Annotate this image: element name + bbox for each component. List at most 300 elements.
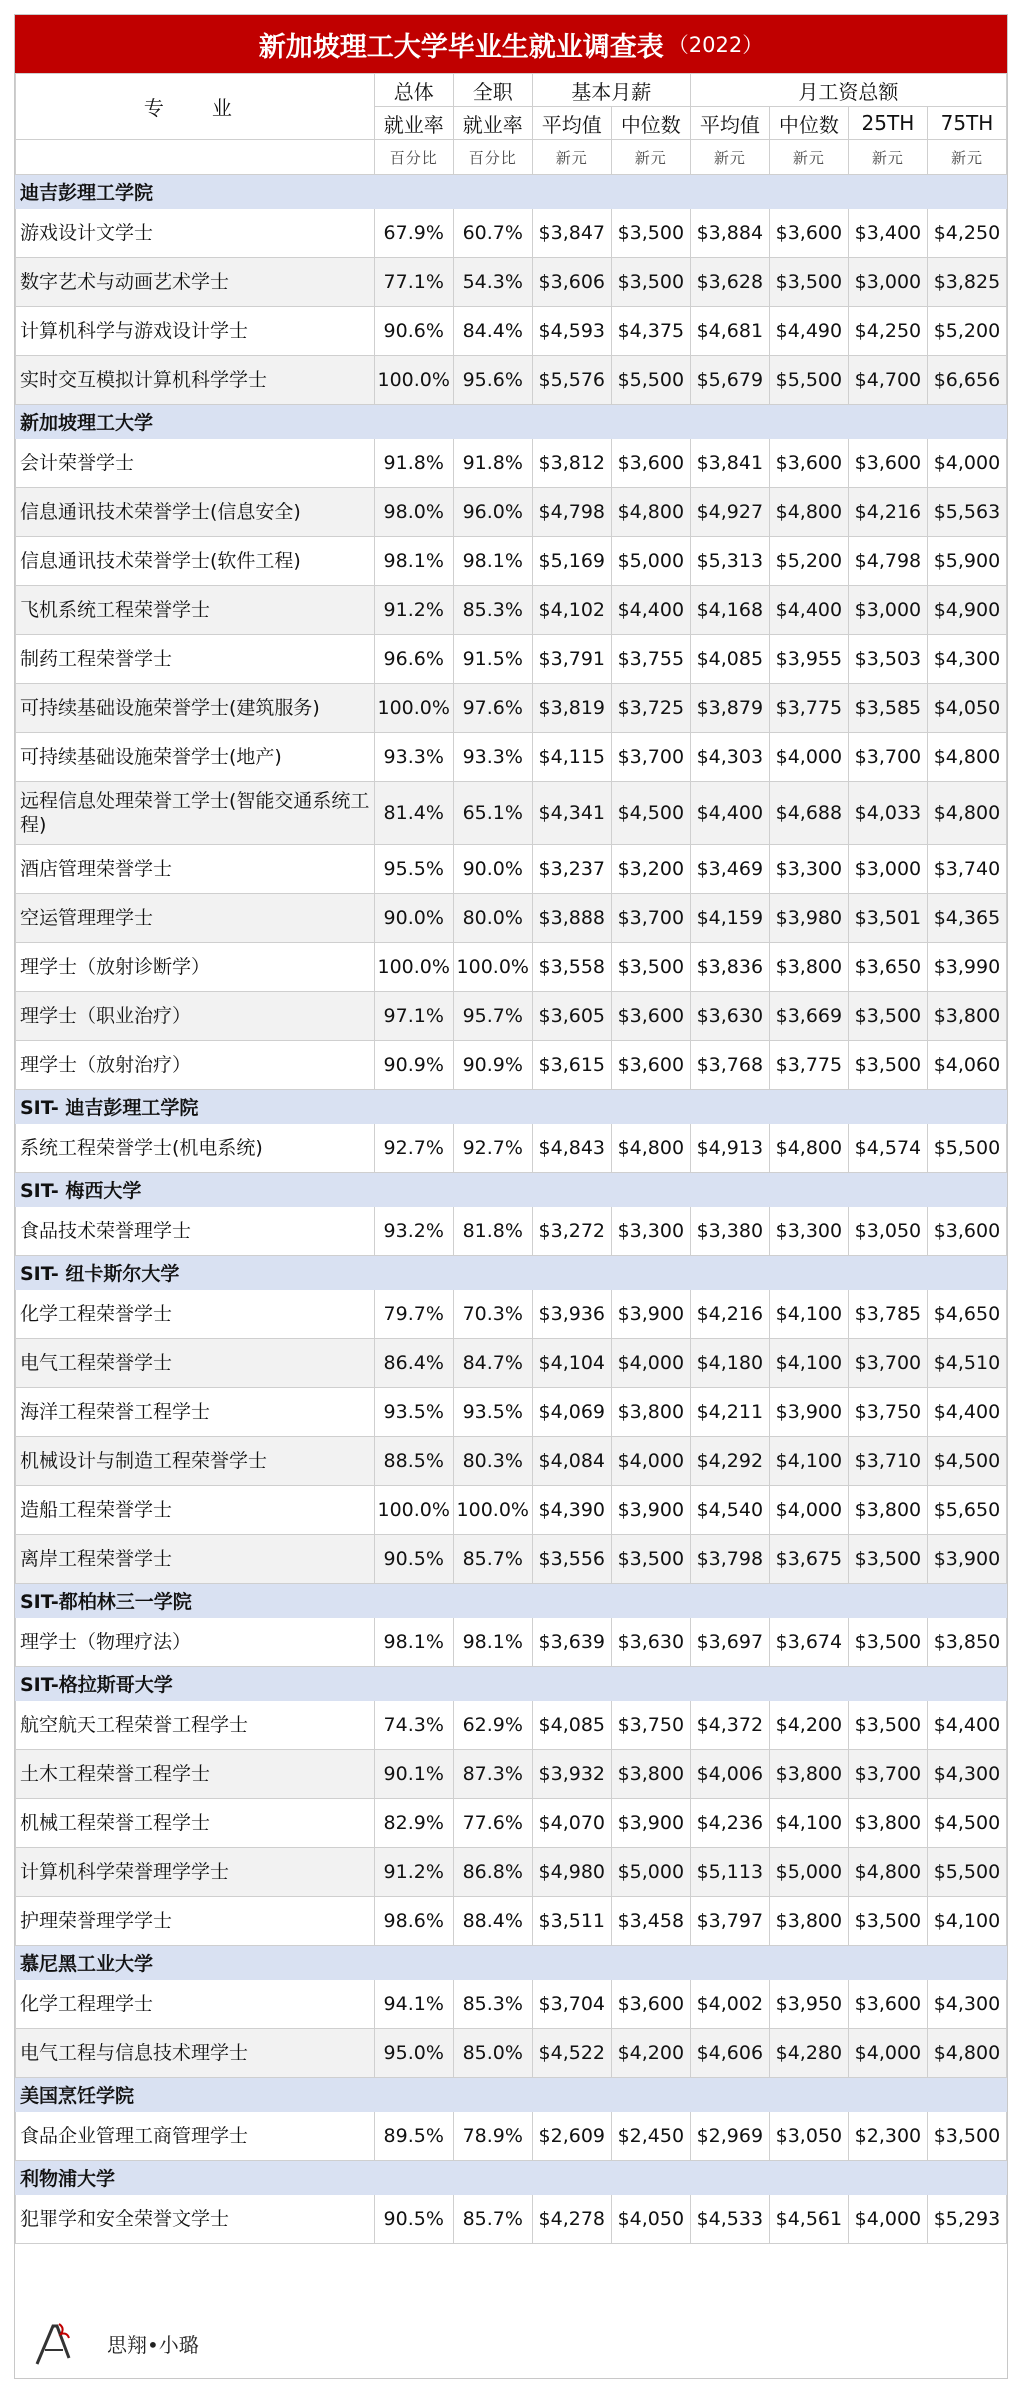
- header-fulltime-rate-2: 就业率: [453, 107, 532, 140]
- table-row: [16, 1041, 1007, 1090]
- gross-mean-cell: $5,113: [690, 1848, 769, 1897]
- gross-median-cell: $4,800: [769, 1124, 848, 1173]
- table-row: [16, 1437, 1007, 1486]
- overall-rate-cell: 82.9%: [374, 1799, 453, 1848]
- fulltime-rate-cell: 85.0%: [453, 2029, 532, 2078]
- section-name: SIT- 纽卡斯尔大学: [16, 1256, 1007, 1290]
- header-unit-sgd-2: 新元: [611, 140, 690, 175]
- gross-median-cell: $3,955: [769, 635, 848, 684]
- gross-mean-cell: $4,168: [690, 586, 769, 635]
- header-unit-blank: [16, 140, 375, 175]
- table-row: [16, 684, 1007, 733]
- fulltime-rate-cell: 87.3%: [453, 1750, 532, 1799]
- gross-p75-cell: $3,600: [927, 1207, 1006, 1256]
- gross-median-cell: $3,900: [769, 1388, 848, 1437]
- gross-p75-cell: $4,900: [927, 586, 1006, 635]
- basic-mean-cell: $4,593: [532, 307, 611, 356]
- basic-median-cell: $3,500: [611, 209, 690, 258]
- gross-p75-cell: $4,500: [927, 1799, 1006, 1848]
- gross-median-cell: $3,800: [769, 1897, 848, 1946]
- basic-mean-cell: $5,169: [532, 537, 611, 586]
- gross-p25-cell: $4,800: [848, 1848, 927, 1897]
- basic-mean-cell: $4,390: [532, 1486, 611, 1535]
- gross-p75-cell: $3,990: [927, 943, 1006, 992]
- basic-median-cell: $3,800: [611, 1750, 690, 1799]
- fulltime-rate-cell: 92.7%: [453, 1124, 532, 1173]
- gross-p25-cell: $3,800: [848, 1799, 927, 1848]
- gross-p25-cell: $3,500: [848, 1041, 927, 1090]
- overall-rate-cell: 93.3%: [374, 733, 453, 782]
- gross-mean-cell: $4,292: [690, 1437, 769, 1486]
- basic-mean-cell: $4,104: [532, 1339, 611, 1388]
- basic-mean-cell: $4,341: [532, 782, 611, 845]
- header-gross-mean: 平均值: [690, 107, 769, 140]
- ascent-logo-icon: [31, 2320, 79, 2368]
- section-name: SIT-格拉斯哥大学: [16, 1667, 1007, 1701]
- major-name-cell: 远程信息处理荣誉工学士(智能交通系统工程): [16, 782, 375, 845]
- gross-median-cell: $3,980: [769, 894, 848, 943]
- major-name-cell: 电气工程与信息技术理学士: [16, 2029, 375, 2078]
- gross-mean-cell: $4,606: [690, 2029, 769, 2078]
- major-name-cell: 制药工程荣誉学士: [16, 635, 375, 684]
- table-row: [16, 635, 1007, 684]
- basic-median-cell: $3,700: [611, 894, 690, 943]
- gross-p75-cell: $5,293: [927, 2195, 1006, 2244]
- gross-median-cell: $4,561: [769, 2195, 848, 2244]
- fulltime-rate-cell: 85.7%: [453, 2195, 532, 2244]
- basic-mean-cell: $3,606: [532, 258, 611, 307]
- section-row: [16, 2161, 1007, 2195]
- gross-mean-cell: $3,884: [690, 209, 769, 258]
- major-name-cell: 护理荣誉理学学士: [16, 1897, 375, 1946]
- header-basic-salary: 基本月薪: [532, 74, 690, 107]
- major-name-cell: 造船工程荣誉学士: [16, 1486, 375, 1535]
- major-name-cell: 可持续基础设施荣誉学士(地产): [16, 733, 375, 782]
- gross-p25-cell: $3,650: [848, 943, 927, 992]
- table-row: [16, 1535, 1007, 1584]
- gross-median-cell: $3,950: [769, 1980, 848, 2029]
- basic-mean-cell: $4,084: [532, 1437, 611, 1486]
- overall-rate-cell: 86.4%: [374, 1339, 453, 1388]
- gross-mean-cell: $4,002: [690, 1980, 769, 2029]
- table-row: [16, 1290, 1007, 1339]
- fulltime-rate-cell: 93.3%: [453, 733, 532, 782]
- major-name-cell: 机械工程荣誉工程学士: [16, 1799, 375, 1848]
- basic-mean-cell: $3,932: [532, 1750, 611, 1799]
- gross-p25-cell: $3,700: [848, 733, 927, 782]
- gross-mean-cell: $4,372: [690, 1701, 769, 1750]
- header-basic-mean: 平均值: [532, 107, 611, 140]
- section-row: [16, 1256, 1007, 1290]
- gross-p25-cell: $4,574: [848, 1124, 927, 1173]
- overall-rate-cell: 81.4%: [374, 782, 453, 845]
- basic-mean-cell: $5,576: [532, 356, 611, 405]
- gross-mean-cell: $3,630: [690, 992, 769, 1041]
- basic-median-cell: $3,600: [611, 1041, 690, 1090]
- major-name-cell: 理学士（职业治疗）: [16, 992, 375, 1041]
- gross-mean-cell: $4,913: [690, 1124, 769, 1173]
- major-name-cell: 信息通讯技术荣誉学士(信息安全): [16, 488, 375, 537]
- gross-p75-cell: $4,365: [927, 894, 1006, 943]
- basic-median-cell: $5,000: [611, 1848, 690, 1897]
- gross-mean-cell: $3,469: [690, 845, 769, 894]
- table-row: [16, 894, 1007, 943]
- gross-p25-cell: $4,000: [848, 2029, 927, 2078]
- table-row: [16, 356, 1007, 405]
- gross-p25-cell: $3,000: [848, 258, 927, 307]
- gross-p25-cell: $3,500: [848, 1618, 927, 1667]
- footer-brand: 思翔•小璐: [107, 2333, 199, 2357]
- gross-p25-cell: $3,400: [848, 209, 927, 258]
- overall-rate-cell: 100.0%: [374, 1486, 453, 1535]
- gross-median-cell: $3,050: [769, 2112, 848, 2161]
- gross-p75-cell: $3,900: [927, 1535, 1006, 1584]
- basic-median-cell: $3,900: [611, 1486, 690, 1535]
- gross-median-cell: $4,280: [769, 2029, 848, 2078]
- gross-mean-cell: $3,380: [690, 1207, 769, 1256]
- basic-mean-cell: $3,791: [532, 635, 611, 684]
- gross-median-cell: $5,000: [769, 1848, 848, 1897]
- gross-p25-cell: $3,800: [848, 1486, 927, 1535]
- fulltime-rate-cell: 81.8%: [453, 1207, 532, 1256]
- major-name-cell: 数字艺术与动画艺术学士: [16, 258, 375, 307]
- gross-p25-cell: $4,798: [848, 537, 927, 586]
- basic-median-cell: $3,750: [611, 1701, 690, 1750]
- basic-median-cell: $3,500: [611, 1535, 690, 1584]
- major-name-cell: 土木工程荣誉工程学士: [16, 1750, 375, 1799]
- basic-median-cell: $4,400: [611, 586, 690, 635]
- header-unit-sgd-1: 新元: [532, 140, 611, 175]
- gross-p75-cell: $4,250: [927, 209, 1006, 258]
- fulltime-rate-cell: 96.0%: [453, 488, 532, 537]
- fulltime-rate-cell: 97.6%: [453, 684, 532, 733]
- gross-mean-cell: $4,006: [690, 1750, 769, 1799]
- gross-p75-cell: $5,500: [927, 1848, 1006, 1897]
- fulltime-rate-cell: 78.9%: [453, 2112, 532, 2161]
- gross-median-cell: $3,675: [769, 1535, 848, 1584]
- header-unit-percent-1: 百分比: [374, 140, 453, 175]
- basic-mean-cell: $4,980: [532, 1848, 611, 1897]
- section-name: 迪吉彭理工学院: [16, 175, 1007, 209]
- gross-median-cell: $4,100: [769, 1799, 848, 1848]
- header-fulltime-rate: 全职: [453, 74, 532, 107]
- major-name-cell: 理学士（放射治疗）: [16, 1041, 375, 1090]
- gross-p25-cell: $3,500: [848, 1701, 927, 1750]
- overall-rate-cell: 90.5%: [374, 1535, 453, 1584]
- gross-p75-cell: $4,800: [927, 2029, 1006, 2078]
- major-name-cell: 化学工程荣誉学士: [16, 1290, 375, 1339]
- basic-mean-cell: $3,556: [532, 1535, 611, 1584]
- gross-p75-cell: $4,650: [927, 1290, 1006, 1339]
- basic-median-cell: $4,050: [611, 2195, 690, 2244]
- gross-p75-cell: $4,400: [927, 1701, 1006, 1750]
- section-name: SIT- 迪吉彭理工学院: [16, 1090, 1007, 1124]
- gross-mean-cell: $4,159: [690, 894, 769, 943]
- gross-median-cell: $3,300: [769, 845, 848, 894]
- table-row: [16, 307, 1007, 356]
- major-name-cell: 实时交互模拟计算机科学学士: [16, 356, 375, 405]
- gross-p75-cell: $4,300: [927, 1750, 1006, 1799]
- major-name-cell: 食品技术荣誉理学士: [16, 1207, 375, 1256]
- major-name-cell: 酒店管理荣誉学士: [16, 845, 375, 894]
- gross-median-cell: $4,100: [769, 1339, 848, 1388]
- overall-rate-cell: 90.6%: [374, 307, 453, 356]
- basic-mean-cell: $3,888: [532, 894, 611, 943]
- gross-p75-cell: $4,100: [927, 1897, 1006, 1946]
- table-row: [16, 1750, 1007, 1799]
- fulltime-rate-cell: 62.9%: [453, 1701, 532, 1750]
- table-row: [16, 1207, 1007, 1256]
- gross-p25-cell: $3,600: [848, 439, 927, 488]
- table-row: [16, 1618, 1007, 1667]
- gross-p75-cell: $4,800: [927, 782, 1006, 845]
- overall-rate-cell: 89.5%: [374, 2112, 453, 2161]
- basic-median-cell: $4,200: [611, 2029, 690, 2078]
- employment-table: [15, 73, 1007, 2244]
- gross-mean-cell: $3,841: [690, 439, 769, 488]
- overall-rate-cell: 88.5%: [374, 1437, 453, 1486]
- header-major: 专 业: [16, 74, 375, 140]
- table-row: [16, 1701, 1007, 1750]
- table-row: [16, 439, 1007, 488]
- overall-rate-cell: 91.2%: [374, 586, 453, 635]
- section-row: [16, 2078, 1007, 2112]
- major-name-cell: 理学士（物理疗法）: [16, 1618, 375, 1667]
- gross-mean-cell: $5,313: [690, 537, 769, 586]
- basic-mean-cell: $3,639: [532, 1618, 611, 1667]
- major-name-cell: 计算机科学与游戏设计学士: [16, 307, 375, 356]
- basic-median-cell: $5,000: [611, 537, 690, 586]
- basic-mean-cell: $3,704: [532, 1980, 611, 2029]
- gross-p25-cell: $3,500: [848, 992, 927, 1041]
- gross-median-cell: $3,775: [769, 1041, 848, 1090]
- gross-p75-cell: $4,300: [927, 635, 1006, 684]
- basic-mean-cell: $4,069: [532, 1388, 611, 1437]
- header-gross-p75: 75TH: [927, 107, 1006, 140]
- gross-mean-cell: $3,797: [690, 1897, 769, 1946]
- table-row: [16, 1388, 1007, 1437]
- basic-mean-cell: $3,272: [532, 1207, 611, 1256]
- header-basic-median: 中位数: [611, 107, 690, 140]
- basic-median-cell: $4,375: [611, 307, 690, 356]
- gross-median-cell: $5,200: [769, 537, 848, 586]
- gross-median-cell: $3,600: [769, 439, 848, 488]
- gross-p75-cell: $4,800: [927, 733, 1006, 782]
- gross-median-cell: $4,400: [769, 586, 848, 635]
- basic-mean-cell: $3,558: [532, 943, 611, 992]
- section-row: [16, 1946, 1007, 1980]
- gross-mean-cell: $2,969: [690, 2112, 769, 2161]
- gross-p75-cell: $3,825: [927, 258, 1006, 307]
- overall-rate-cell: 91.2%: [374, 1848, 453, 1897]
- major-name-cell: 会计荣誉学士: [16, 439, 375, 488]
- gross-p25-cell: $3,750: [848, 1388, 927, 1437]
- section-row: [16, 175, 1007, 209]
- table-row: [16, 1799, 1007, 1848]
- gross-p75-cell: $4,500: [927, 1437, 1006, 1486]
- fulltime-rate-cell: 84.7%: [453, 1339, 532, 1388]
- major-name-cell: 理学士（放射诊断学）: [16, 943, 375, 992]
- gross-median-cell: $3,800: [769, 943, 848, 992]
- basic-median-cell: $5,500: [611, 356, 690, 405]
- gross-p25-cell: $4,000: [848, 2195, 927, 2244]
- gross-p25-cell: $3,000: [848, 845, 927, 894]
- overall-rate-cell: 74.3%: [374, 1701, 453, 1750]
- fulltime-rate-cell: 86.8%: [453, 1848, 532, 1897]
- overall-rate-cell: 90.5%: [374, 2195, 453, 2244]
- gross-p25-cell: $3,785: [848, 1290, 927, 1339]
- basic-median-cell: $2,450: [611, 2112, 690, 2161]
- basic-median-cell: $4,800: [611, 1124, 690, 1173]
- fulltime-rate-cell: 91.5%: [453, 635, 532, 684]
- gross-mean-cell: $3,798: [690, 1535, 769, 1584]
- basic-mean-cell: $4,522: [532, 2029, 611, 2078]
- major-name-cell: 计算机科学荣誉理学学士: [16, 1848, 375, 1897]
- header-unit-sgd-3: 新元: [690, 140, 769, 175]
- section-row: [16, 405, 1007, 439]
- gross-mean-cell: $4,533: [690, 2195, 769, 2244]
- gross-mean-cell: $4,180: [690, 1339, 769, 1388]
- major-name-cell: 化学工程理学士: [16, 1980, 375, 2029]
- basic-mean-cell: $3,605: [532, 992, 611, 1041]
- overall-rate-cell: 100.0%: [374, 684, 453, 733]
- fulltime-rate-cell: 90.0%: [453, 845, 532, 894]
- gross-p75-cell: $5,900: [927, 537, 1006, 586]
- overall-rate-cell: 95.0%: [374, 2029, 453, 2078]
- overall-rate-cell: 100.0%: [374, 943, 453, 992]
- table-row: [16, 992, 1007, 1041]
- overall-rate-cell: 98.0%: [374, 488, 453, 537]
- fulltime-rate-cell: 95.6%: [453, 356, 532, 405]
- overall-rate-cell: 98.6%: [374, 1897, 453, 1946]
- table-row: [16, 1980, 1007, 2029]
- gross-p25-cell: $4,250: [848, 307, 927, 356]
- major-name-cell: 食品企业管理工商管理学士: [16, 2112, 375, 2161]
- major-name-cell: 可持续基础设施荣誉学士(建筑服务): [16, 684, 375, 733]
- header-overall-rate: 总体: [374, 74, 453, 107]
- gross-p25-cell: $4,033: [848, 782, 927, 845]
- overall-rate-cell: 98.1%: [374, 537, 453, 586]
- table-row: [16, 586, 1007, 635]
- table-row: [16, 258, 1007, 307]
- gross-mean-cell: $3,768: [690, 1041, 769, 1090]
- fulltime-rate-cell: 60.7%: [453, 209, 532, 258]
- gross-mean-cell: $4,236: [690, 1799, 769, 1848]
- major-name-cell: 离岸工程荣誉学士: [16, 1535, 375, 1584]
- gross-mean-cell: $5,679: [690, 356, 769, 405]
- table-row: [16, 1124, 1007, 1173]
- basic-mean-cell: $3,237: [532, 845, 611, 894]
- section-row: [16, 1584, 1007, 1618]
- basic-mean-cell: $4,798: [532, 488, 611, 537]
- basic-mean-cell: $3,819: [532, 684, 611, 733]
- header-gross-median: 中位数: [769, 107, 848, 140]
- gross-p75-cell: $5,500: [927, 1124, 1006, 1173]
- overall-rate-cell: 79.7%: [374, 1290, 453, 1339]
- fulltime-rate-cell: 100.0%: [453, 1486, 532, 1535]
- fulltime-rate-cell: 84.4%: [453, 307, 532, 356]
- gross-p25-cell: $3,700: [848, 1750, 927, 1799]
- gross-p25-cell: $3,500: [848, 1535, 927, 1584]
- table-row: [16, 2112, 1007, 2161]
- basic-mean-cell: $3,615: [532, 1041, 611, 1090]
- table-row: [16, 537, 1007, 586]
- gross-p25-cell: $4,216: [848, 488, 927, 537]
- overall-rate-cell: 96.6%: [374, 635, 453, 684]
- basic-median-cell: $3,700: [611, 733, 690, 782]
- gross-mean-cell: $3,836: [690, 943, 769, 992]
- basic-mean-cell: $3,847: [532, 209, 611, 258]
- major-name-cell: 空运管理理学士: [16, 894, 375, 943]
- major-name-cell: 系统工程荣誉学士(机电系统): [16, 1124, 375, 1173]
- section-row: [16, 1173, 1007, 1207]
- basic-mean-cell: $3,936: [532, 1290, 611, 1339]
- fulltime-rate-cell: 70.3%: [453, 1290, 532, 1339]
- table-body: [16, 175, 1007, 2244]
- overall-rate-cell: 77.1%: [374, 258, 453, 307]
- basic-mean-cell: $4,085: [532, 1701, 611, 1750]
- major-name-cell: 游戏设计文学士: [16, 209, 375, 258]
- gross-mean-cell: $4,400: [690, 782, 769, 845]
- table-row: [16, 1486, 1007, 1535]
- fulltime-rate-cell: 100.0%: [453, 943, 532, 992]
- gross-p25-cell: $3,710: [848, 1437, 927, 1486]
- gross-p75-cell: $4,400: [927, 1388, 1006, 1437]
- basic-median-cell: $4,000: [611, 1339, 690, 1388]
- header-unit-sgd-6: 新元: [927, 140, 1006, 175]
- gross-p75-cell: $3,500: [927, 2112, 1006, 2161]
- section-row: [16, 1667, 1007, 1701]
- gross-median-cell: $4,100: [769, 1437, 848, 1486]
- gross-mean-cell: $4,085: [690, 635, 769, 684]
- basic-mean-cell: $4,278: [532, 2195, 611, 2244]
- overall-rate-cell: 98.1%: [374, 1618, 453, 1667]
- fulltime-rate-cell: 98.1%: [453, 1618, 532, 1667]
- overall-rate-cell: 92.7%: [374, 1124, 453, 1173]
- gross-p75-cell: $3,800: [927, 992, 1006, 1041]
- gross-mean-cell: $4,927: [690, 488, 769, 537]
- overall-rate-cell: 94.1%: [374, 1980, 453, 2029]
- section-row: [16, 1090, 1007, 1124]
- gross-p25-cell: $3,600: [848, 1980, 927, 2029]
- gross-median-cell: $3,500: [769, 258, 848, 307]
- gross-p25-cell: $2,300: [848, 2112, 927, 2161]
- gross-median-cell: $4,688: [769, 782, 848, 845]
- basic-median-cell: $3,800: [611, 1388, 690, 1437]
- basic-median-cell: $3,900: [611, 1290, 690, 1339]
- title-year: （2022）: [667, 33, 764, 57]
- gross-p75-cell: $6,656: [927, 356, 1006, 405]
- gross-p75-cell: $4,060: [927, 1041, 1006, 1090]
- header-unit-percent-2: 百分比: [453, 140, 532, 175]
- major-name-cell: 机械设计与制造工程荣誉学士: [16, 1437, 375, 1486]
- basic-mean-cell: $4,843: [532, 1124, 611, 1173]
- overall-rate-cell: 90.1%: [374, 1750, 453, 1799]
- table-row: [16, 1897, 1007, 1946]
- gross-p25-cell: $3,500: [848, 1897, 927, 1946]
- fulltime-rate-cell: 93.5%: [453, 1388, 532, 1437]
- basic-mean-cell: $3,812: [532, 439, 611, 488]
- basic-mean-cell: $4,115: [532, 733, 611, 782]
- gross-mean-cell: $3,879: [690, 684, 769, 733]
- gross-median-cell: $4,000: [769, 1486, 848, 1535]
- gross-p25-cell: $3,050: [848, 1207, 927, 1256]
- section-name: 慕尼黑工业大学: [16, 1946, 1007, 1980]
- basic-median-cell: $3,725: [611, 684, 690, 733]
- gross-p75-cell: $4,510: [927, 1339, 1006, 1388]
- fulltime-rate-cell: 88.4%: [453, 1897, 532, 1946]
- gross-median-cell: $4,800: [769, 488, 848, 537]
